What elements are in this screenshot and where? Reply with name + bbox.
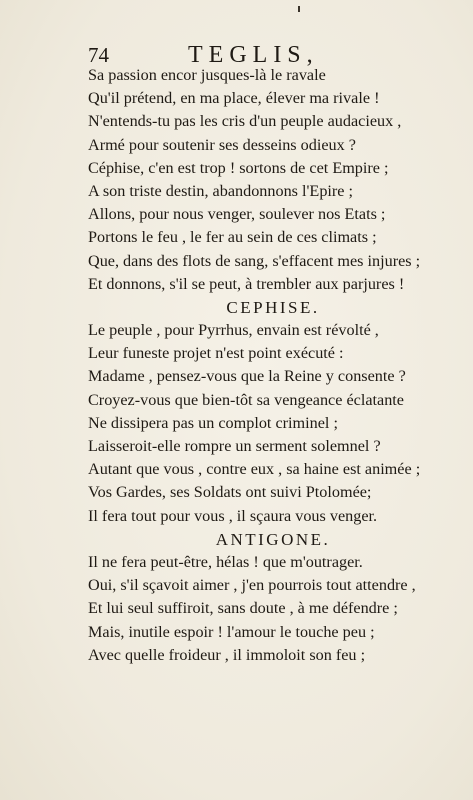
- verse-line: Avec quelle froideur , il immoloit son feu ;: [88, 645, 366, 664]
- verse-line: Croyez-vous que bien-tôt sa vengeance éclatante: [88, 390, 404, 409]
- verse-line: Il ne fera peut-être, hélas ! que m'outrager.: [88, 552, 363, 571]
- verse-line: Et lui seul suffiroit, sans doute , à me défendre ;: [88, 599, 398, 618]
- verse-line: Leur funeste projet n'est point exécuté :: [88, 344, 344, 363]
- verse-line: Céphise, c'en est trop ! sortons de cet Empire ;: [88, 158, 389, 177]
- verse-line: Mais, inutile espoir ! l'amour le touche peu ;: [88, 622, 375, 641]
- speaker-name: CEPHISE.: [226, 297, 320, 317]
- running-title: TEGLIS,: [188, 42, 319, 68]
- verse-line: Ne dissipera pas un complot criminel ;: [88, 413, 338, 432]
- verse-line: Le peuple , pour Pyrrhus, envain est révolté ,: [88, 321, 379, 340]
- verse-line: Vos Gardes, ses Soldats ont suivi Ptolomée;: [88, 483, 372, 502]
- verse-line: Laisseroit-elle rompre un serment solemnel ?: [88, 437, 381, 455]
- verse-text-block: [88, 64, 458, 667]
- verse-line: Et donnons, s'il se peut, à trembler aux parjures !: [88, 274, 405, 293]
- verse-line: Qu'il prétend, en ma place, élever ma rivale !: [88, 89, 380, 108]
- verse-line: Oui, s'il sçavoit aimer , j'en pourrois tout attendre ,: [88, 576, 416, 595]
- verse-line: Allons, pour nous venger, soulever nos Etats ;: [88, 205, 386, 224]
- verse-line: Autant que vous , contre eux , sa haine est animée ;: [88, 460, 421, 479]
- verse-line: Sa passion encor jusques-là le ravale: [88, 66, 326, 84]
- verse-line: Il fera tout pour vous , il sçaura vous venger.: [88, 506, 378, 525]
- verse-line: Que, dans des flots de sang, s'effacent mes injures ;: [88, 251, 421, 270]
- speaker-name: ANTIGONE.: [215, 529, 331, 549]
- verse-line: Armé pour soutenir ses desseins odieux ?: [88, 135, 356, 154]
- verse-line: N'entends-tu pas les cris d'un peuple audacieux ,: [88, 112, 402, 131]
- verse-line: A son triste destin, abandonnons l'Epire ;: [88, 181, 354, 200]
- ink-mark: [298, 6, 300, 12]
- verse-line: Portons le feu , le fer au sein de ces climats ;: [88, 228, 377, 247]
- page-number: 74: [88, 43, 109, 67]
- verse-line: Madame , pensez-vous que la Reine y consente ?: [88, 367, 406, 386]
